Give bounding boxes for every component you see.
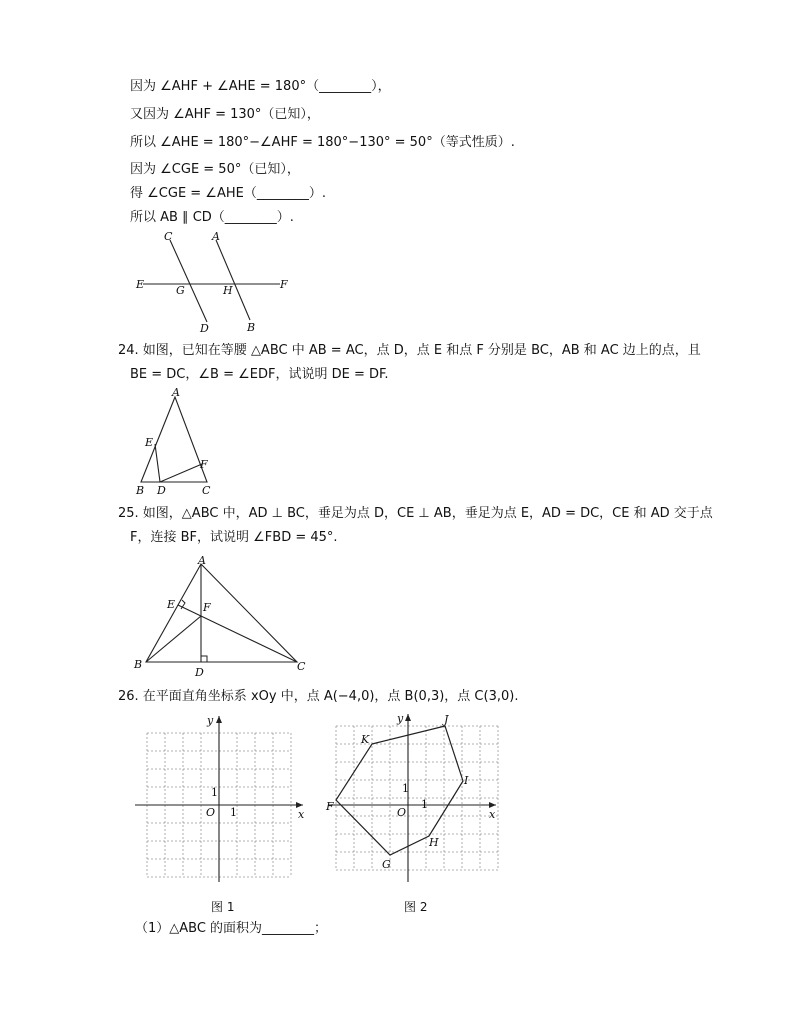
label-y: y <box>207 714 214 727</box>
figure-1-caption: 图 1 <box>211 900 235 914</box>
label-unit-y: 1 <box>211 786 218 799</box>
label-y: y <box>397 712 404 725</box>
label-unit-y: 1 <box>402 782 409 795</box>
label-d: D <box>200 322 209 335</box>
proof-line-5: 得 ∠CGE = ∠AHE（________）. <box>130 186 326 201</box>
label-h: H <box>223 284 233 297</box>
label-c: C <box>164 230 173 243</box>
figure-grid-1 <box>135 712 310 884</box>
label-f: F <box>203 601 211 614</box>
label-h: H <box>429 836 439 849</box>
label-e: E <box>167 598 176 611</box>
label-f: F <box>280 278 288 291</box>
label-d: D <box>157 484 166 497</box>
sub-question-1: （1）△ABC 的面积为________； <box>135 921 328 936</box>
proof-line-2: 又因为 ∠AHF = 130°（已知）， <box>130 107 320 122</box>
y-axis-arrow <box>405 714 411 721</box>
figure-2-caption: 图 2 <box>404 900 428 914</box>
q24-line-1: 24. 如图，已知在等腰 △ABC 中 AB = AC，点 D，点 E 和点 F 分别是 BC，AB 和 AC 边上的点，且 <box>118 343 701 358</box>
label-g: G <box>176 284 185 297</box>
q25-line-1: 25. 如图，△ABC 中，AD ⊥ BC，垂足为点 D，CE ⊥ AB，垂足为点 E，AD = DC，CE 和 AD 交于点 <box>118 506 713 521</box>
q24-line-2: BE = DC，∠B = ∠EDF，试说明 DE = DF. <box>130 367 389 382</box>
figure-grid-2 <box>326 712 506 884</box>
altitude-ce <box>178 605 297 662</box>
proof-line-6: 所以 AB ∥ CD（________）. <box>130 210 294 225</box>
line-ab <box>216 240 250 320</box>
label-c: C <box>202 484 211 497</box>
label-e: E <box>145 436 154 449</box>
line-cd <box>170 240 207 322</box>
figure-parallel-lines <box>130 228 300 338</box>
label-a: A <box>198 554 206 567</box>
label-a: A <box>172 386 180 399</box>
label-origin: O <box>397 806 407 819</box>
label-i: I <box>464 774 469 787</box>
label-f: F <box>200 458 208 471</box>
label-b: B <box>136 484 145 497</box>
label-g: G <box>382 858 391 871</box>
y-axis-arrow <box>216 716 222 723</box>
proof-line-4: 因为 ∠CGE = 50°（已知）， <box>130 162 300 177</box>
label-a: A <box>212 230 220 243</box>
q25-line-2: F，连接 BF，试说明 ∠FBD = 45°. <box>130 530 338 545</box>
label-x: x <box>489 808 496 821</box>
figure-triangle-altitudes <box>130 552 315 680</box>
label-unit-x: 1 <box>230 806 237 819</box>
label-b: B <box>247 321 256 334</box>
label-b: B <box>134 658 143 671</box>
label-c: C <box>297 660 306 673</box>
q26-line-1: 26. 在平面直角坐标系 xOy 中，点 A(−4,0)，点 B(0,3)，点 C(3,0). <box>118 689 519 704</box>
label-f: F <box>326 800 334 813</box>
proof-line-1: 因为 ∠AHF + ∠AHE = 180°（________）， <box>130 79 391 94</box>
label-j: J <box>444 713 449 726</box>
proof-line-3: 所以 ∠AHE = 180°−∠AHF = 180°−130° = 50°（等式性质）. <box>130 135 515 150</box>
triangle-abc <box>146 564 297 662</box>
label-unit-x: 1 <box>421 798 428 811</box>
figure-isosceles-triangle <box>130 386 220 498</box>
label-k: K <box>361 733 370 746</box>
label-d: D <box>195 666 204 679</box>
segment-bf <box>146 616 201 662</box>
grid-lines <box>336 726 498 870</box>
label-origin: O <box>206 806 216 819</box>
label-x: x <box>298 808 305 821</box>
right-angle-d <box>201 656 207 662</box>
label-e: E <box>136 278 145 291</box>
